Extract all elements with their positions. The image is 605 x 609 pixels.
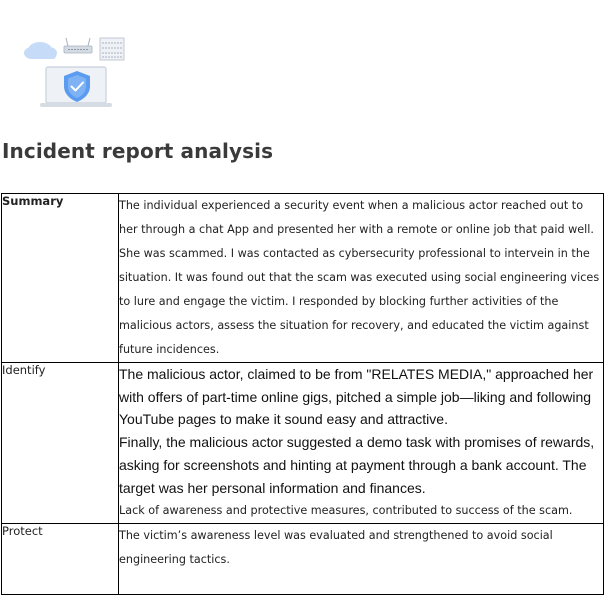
identify-paragraph-1: The malicious actor, claimed to be from "RELATES MEDIA," approached her with offers of part-time online gigs, pitched a simple job—liking and following YouTube pages to make it sound easy and attractive. xyxy=(119,366,594,428)
identify-text xyxy=(119,363,604,524)
table-row xyxy=(2,363,604,524)
security-logo xyxy=(22,30,128,110)
table-row xyxy=(2,524,604,595)
row-label-identify: Identify xyxy=(2,363,119,524)
row-label-summary: Summary xyxy=(2,194,119,363)
identify-paragraph-2: Finally, the malicious actor suggested a demo task with promises of rewards, asking for screenshots and hinting at payment through a bank account. The target was her personal information and finances. xyxy=(119,434,595,496)
summary-text xyxy=(119,194,604,363)
protect-text xyxy=(119,524,604,595)
protect-paragraph: The victim’s awareness level was evaluated and strengthened to avoid social engineering tactics. xyxy=(119,529,553,567)
row-label-protect: Protect xyxy=(2,524,119,595)
incident-report-table xyxy=(1,193,604,595)
cloud-icon xyxy=(24,42,57,59)
identify-paragraph-3: Lack of awareness and protective measures, contributed to success of the scam. xyxy=(119,504,573,518)
server-icon xyxy=(100,38,124,60)
summary-paragraph: The individual experienced a security event when a malicious actor reached out to her through a chat App and presented her with a remote or online job that paid well. She was scammed. I was contacted as cybersecurity professional to intervein in the situation. It was found out that the scam was executed using social engineering vices to lure and engage the victim. I responded by blocking further activities of the malicious actors, assess the situation for recovery, and educated the victim against future incidences. xyxy=(119,199,600,356)
page-title: Incident report analysis xyxy=(2,139,274,163)
router-icon xyxy=(64,38,92,53)
table-row xyxy=(2,194,604,363)
